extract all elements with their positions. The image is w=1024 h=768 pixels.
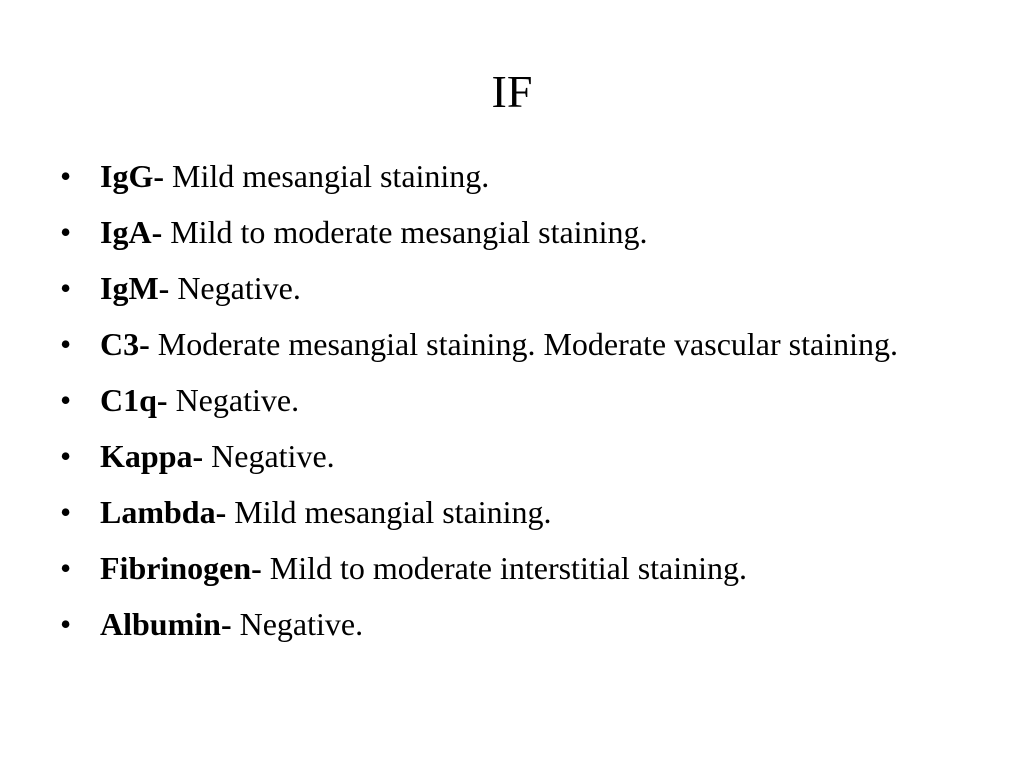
bullet-text: Negative.	[167, 382, 300, 418]
bullet-text: Negative.	[169, 270, 301, 306]
bullet-item-albumin	[60, 606, 980, 642]
bullet-icon: •	[60, 494, 72, 530]
bullet-item-c3	[60, 326, 980, 362]
bullet-icon: •	[60, 270, 72, 306]
bullet-item-iga	[60, 214, 980, 250]
bullet-item-igm	[60, 270, 980, 306]
bullet-icon: •	[60, 438, 72, 474]
bullet-term: Lambda-	[100, 494, 227, 530]
bullet-icon: •	[60, 214, 72, 250]
bullet-icon: •	[60, 326, 72, 362]
bullet-text: Mild to moderate mesangial staining.	[162, 214, 648, 250]
bullet-icon: •	[60, 158, 72, 194]
slide-title: IF	[491, 66, 533, 117]
bullet-icon: •	[60, 550, 72, 586]
bullet-term: IgG-	[100, 158, 164, 194]
bullet-text: Negative.	[203, 438, 335, 474]
bullet-term: C1q-	[100, 382, 168, 418]
bullet-term: C3-	[100, 326, 150, 362]
bullet-term: IgA-	[100, 214, 163, 250]
bullet-item-igg	[60, 158, 980, 194]
bullet-item-fibrinogen	[60, 550, 980, 586]
bullet-list	[60, 158, 980, 662]
bullet-text: Mild mesangial staining.	[226, 494, 552, 530]
bullet-item-kappa	[60, 438, 980, 474]
bullet-term: Fibrinogen-	[100, 550, 262, 586]
bullet-text: Moderate mesangial staining. Moderate vascular staining.	[149, 326, 898, 362]
bullet-icon: •	[60, 606, 72, 642]
bullet-item-lambda	[60, 494, 980, 530]
bullet-icon: •	[60, 382, 72, 418]
bullet-text: Mild mesangial staining.	[164, 158, 490, 194]
bullet-text: Negative.	[231, 606, 364, 642]
bullet-term: IgM-	[100, 270, 170, 306]
bullet-item-c1q	[60, 382, 980, 418]
bullet-term: Albumin-	[100, 606, 232, 642]
bullet-text: Mild to moderate interstitial staining.	[261, 550, 748, 586]
bullet-term: Kappa-	[100, 438, 204, 474]
